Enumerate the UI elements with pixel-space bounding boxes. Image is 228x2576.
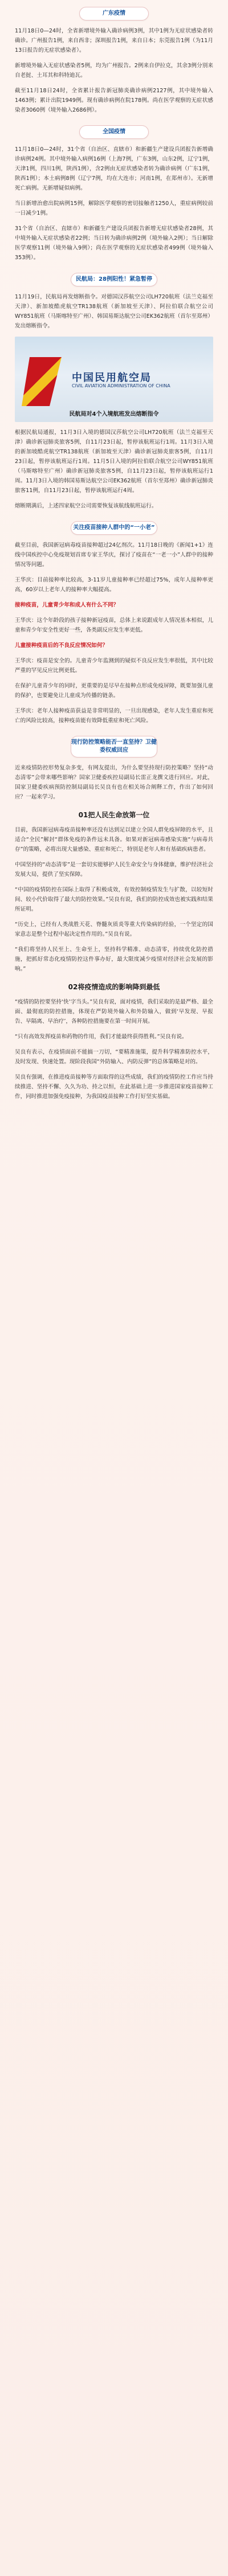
paragraph: 截至11月18日24时，全省累计报告新冠肺炎确诊病例2127例，其中境外输入1463例；累计出院1949例。现有确诊病例在院178例。尚在医学观察的无症状感染者3060例（境外输入2686例）。 [15,88,213,113]
aviation-photo [15,337,213,422]
paragraph: 中国坚持的“动态清零”是一套切实能够护人民生命安全与身体健康，维护经济社会发展大局，提供了坚实保障。 [15,862,213,878]
subsection-title: 02将疫情造成的影响降到最低 [68,983,160,991]
paragraph: 王华庆：老年人接种疫苗获益是非常明显的，一旦出现感染，老年人发生重症和死亡的风险比较高，接种疫苗能有效降低重症和死亡风险。 [15,708,213,724]
article-body [0,0,228,1101]
paragraph: 当日新增治愈出院病例15例，解除医学观察的密切接触者1250人，重症病例较前一日减少1例。 [15,200,213,216]
paragraph: “历史上，已经有人类战胜天花、脊髓灰质炎等重大传染病的经验，一个坚定的国家意志是整个过程中起决定性作用的。”吴良有说。 [15,922,213,937]
paragraph: 王华庆：疫苗是安全的。儿童青少年监测到的疑似不良反应发生率很低，其中比较严重的罕见反应比例更低。 [15,658,213,674]
paragraph: 31个省（自治区、直辖市）和新疆生产建设兵团报告新增无症状感染者28例，其中境外输入无症状感染者22例；当日转为确诊病例2例（境外输入2例）；当日解除医学观察11例（境外输入9例）；尚在医学观察的无症状感染者499例（境外输入353例）。 [15,226,213,261]
paragraph: 熔断期满后，上述四家航空公司需要恢复该航线航班运行。 [15,503,157,509]
paragraph: 11月19日，民航局再发熔断指令。对德国汉莎航空公司LH720航班（法兰克福至天津）、新加坡酷虎航空TR138航班（新加坡至天津）、阿拉伯联合航空公司WY851航班（马斯喀特至广州）、韩国易斯达航空公司EK362航班（首尔至郑州）发出熔断指令。 [15,294,213,329]
paragraph: “我们将坚持人民至上、生命至上，坚持科学精准、动态清零，持续优化防控措施，把抓好常态化疫情防控这件事办好，最大限度减少疫情对经济社会发展的影响。” [15,947,213,972]
caac-logo-text: 中国民用航空局 [72,372,152,384]
section-pill-guangdong: 广东疫情 [79,7,149,21]
caac-logo-subtext: CIVIL AVIATION ADMINISTRATION OF CHINA [72,383,170,388]
paragraph: “中国的疫情防控在国际上取得了积极成效，有效控制疫情发生与扩散，以较短时间、较小代价取得了最大的防控效果。”吴良有说，我们的防控成效也被实践和结果所证明。 [15,887,213,912]
paragraph: 新增境外输入无症状感染者5例，均为广州报告。2例来自伊拉克，其余3例分别来自老挝、土耳其和科特迪瓦。 [15,63,213,79]
aircraft-tail-graphic [22,357,62,406]
paragraph: 目前，我国新冠病毒疫苗接种率还没有达到足以建立全国人群免疫屏障的水平，且适合“全民”解封“群体免疫的条件远未具备。如果对新冠病毒感染实施“与病毒共存”的策略，必将出现大量感染、重症和死亡，特别是老年人和有基础疾病患者。 [15,827,213,853]
paragraph: “疫情的防控要坚持‘快’字当头。”吴良有说，面对疫情，我们采取的是最严格、最全面、最彻底的防控措施，体现在严防境外输入和外防输入，做到‘早发现、早报告、早隔离、早治疗’，各种防控措施要在第一时间开展。 [15,999,213,1025]
paragraph: 王华庆：目前接种率比较高，3-11岁儿童接种率已经超过75%，成年人接种率更高，60岁以上老年人的接种率大幅提高。 [15,577,213,593]
question: 接种疫苗，儿童青少年和成人有什么不同？ [15,602,119,608]
section-pill-aviation: 民航局：28例阳性！紧急暂停 [71,273,157,286]
paragraph: 在保护儿童青少年的同时，更重要的是尽早在接种点形成免疫屏障，既要加强儿童的保护，也要避免让儿童成为传播的链条。 [15,683,213,699]
subsection-title: 01把人民生命放第一位 [78,811,150,819]
paragraph: 截至目前，我国新冠病毒疫苗接种超过24亿剂次。11月18日晚的《新闻1+1》连线中国疾控中心免疫规划首席专家王华庆，探讨了疫苗在“一老一小”人群中的接种情况等问题。 [15,542,213,568]
paragraph: 11月18日0—24时，31个省（自治区、直辖市）和新疆生产建设兵团报告新增确诊病例24例。其中境外输入病例16例（上海7例，广东3例，山东2例，辽宁1例，天津1例，四川1例，陕西1例），含2例由无症状感染者转为确诊病例（广东1例，陕西1例）；本土病例8例（辽宁7例，均在大连市；河南1例，在郑州市）。无新增死亡病例。无新增疑似病例。 [15,146,213,191]
paragraph: 吴良有强调，在推进疫苗接种等方面取得的这些成绩，我们的疫情防控工作应当持续推进、坚持不懈、久久为功、持之以恒，在此基础上进一步推进国家疫苗接种工作，同时推进加强免疫接种，为我国疫苗接种工作打好坚实基础。 [15,1074,213,1100]
question: 儿童接种疫苗后的不良反应情况如何？ [15,642,108,649]
paragraph: 吴良有表示，在疫情面前不能搞一刀切，“要精准施策，提升科学精准防控水平，及时发现、快速处置。现阶段我国“外防输入、内防反弹”的总体策略是对的。 [15,1049,213,1065]
paragraph: “只有高效发挥疫苗和药物的作用，我们才能最终获得胜利。”吴良有说。 [15,1034,188,1040]
paragraph: 根据民航局通报，11月3日入境的德国汉莎航空公司LH720航班（法兰克福至天津）确诊新冠肺炎旅客5例，自11月23日起，暂停该航班运行1周。11月3日入境的新加坡酷虎航空TR138航班（新加坡至天津）确诊新冠肺炎旅客5例，自11月23日起，暂停该航班运行1周。11月5日入境的阿拉伯联合航空公司WY851航班（马斯喀特至广州）确诊新冠肺炎旅客5例，自11月23日起，暂停该航班运行1周。11月3日入境的韩国易斯达航空公司EK362航班（首尔至郑州）确诊新冠肺炎旅客11例，自11月23日起，暂停该航班运行4周。 [15,429,213,494]
section-pill-national: 全国疫情 [79,125,149,139]
paragraph: 11月18日0—24时，全省新增境外输入确诊病例3例，其中1例为无症状感染者转确诊。广州报告1例，来自西非；深圳报告1例，来自日本；东莞报告1例（为11月13日报告的无症状感染者）。 [15,28,213,54]
section-pill-vaccine: 关注疫苗接种人群中的“一小老” [71,521,157,535]
paragraph: 近来疫情防控形势复杂多变，有网友提出，为什么要坚持现行防控策略？坚持“动态清零”会带来哪些影响？国家卫健委疾控局副局长雷正龙撰文进行回应。对此，国家卫健委疾病预防控制局副局长吴良有也在相关场合阐释工作，作出了如何回应？一起来学习。 [15,765,213,800]
photo-caption: 民航局对4个入境航班发出熔断指令 [69,411,159,417]
section-pill-policy: 现行防控策略能否一直坚持？卫健委权威回应 [71,736,157,757]
paragraph: 王华庆：这个年龄段的孩子接种新冠疫苗，总体上来说跟成年人情况基本相似，儿童和青少年安全性更好一些，各类副反应发生率更低。 [15,617,213,633]
